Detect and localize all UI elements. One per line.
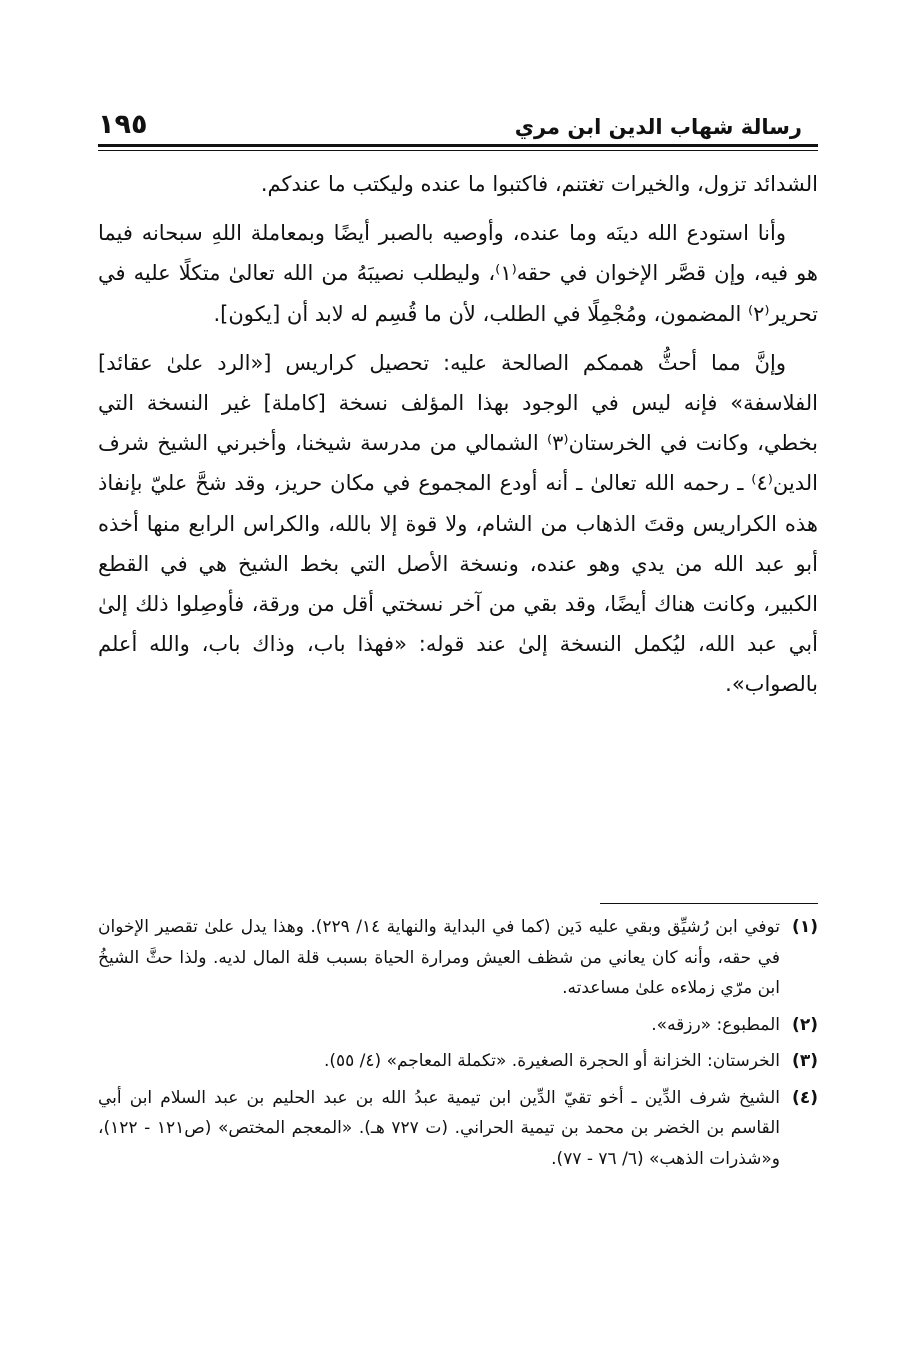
page-number: ١٩٥ [98, 109, 148, 140]
footnote [98, 1046, 818, 1077]
main-text [98, 164, 818, 705]
footnotes [98, 912, 818, 1180]
footnote-number: (٣) [792, 1051, 818, 1071]
footnote-number: (٤) [792, 1087, 818, 1108]
body-paragraph: الشدائد تزول، والخيرات تغتنم، فاكتبوا ما عنده وليكتب ما عندكم. [260, 172, 818, 196]
body-paragraph: وأنا استودع الله دينَه وما عنده، وأوصيه بالصبر أيضًا وبمعاملة اللهِ سبحانه فيما هو فيه، وإن قصَّر الإخوان في حقه⁽١⁾، وليطلب نصيبَهُ من الله تعالىٰ متكلًا عليه في تحرير⁽٢⁾ المضمون، ومُجْمِلًا في الطلب، لأن ما قُسِم له لابد أن [يكون]. [98, 221, 818, 326]
footnote-text: المطبوع: «رزقه». [651, 1014, 780, 1035]
body-paragraph: وإنَّ مما أحثُّ هممكم الصالحة عليه: تحصيل كراريس [«الرد علىٰ عقائد] الفلاسفة» فإنه ليس في الوجود بهذا المؤلف نسخة [كاملة] غير النسخة التي بخطي، وكانت في الخرستان⁽٣⁾ الشمالي من مدرسة شيخنا، وأخبرني الشيخ شرف الدين⁽٤⁾ ـ رحمه الله تعالىٰ ـ أنه أودع المجموع في مكان حريز، وقد شحَّ عليّ بإنفاذ هذه الكراريس وقتَ الذهاب من الشام، ولا قوة إلا بالله، والكراس الرابع منها أخذه أبو عبد الله من يدي وهو عنده، ونسخة الأصل التي بخط الشيخ هي في القطع الكبير، وكانت هناك أيضًا، وقد بقي من آخر نسختي أقل من ورقة، فأوصِلوا ذلك إلىٰ أبي عبد الله، ليُكمل النسخة إلىٰ عند قوله: «فهذا باب، وذاك باب، والله أعلم بالصواب». [98, 350, 819, 697]
footnote [98, 1083, 818, 1175]
footnote-number: (١) [792, 917, 818, 937]
header-rule-thick [98, 144, 818, 147]
footnote [98, 1010, 818, 1041]
header-rule-thin [98, 150, 818, 151]
footnote-text: الشيخ شرف الدِّين ـ أخو تقيّ الدِّين ابن تيمية عبدُ الله بن عبد الحليم بن عبد السلام ابن أبي القاسم بن الخضر بن محمد بن تيمية الحراني. (ت ٧٢٧ هـ). «المعجم المختص» (ص١٢١ - ١٢٢)، و«شذرات الذهب» (٦/ ٧٦ - ٧٧). [98, 1087, 780, 1169]
footnote-text: الخرستان: الخزانة أو الحجرة الصغيرة. «تكملة المعاجم» (٤/ ٥٥). [323, 1051, 780, 1071]
footnote-number: (٢) [792, 1014, 818, 1035]
footnote-text: توفي ابن رُشيِّق وبقي عليه دَين (كما في البداية والنهاية ١٤/ ٢٢٩). وهذا يدل علىٰ تقصير الإخوان في حقه، وأنه كان يعاني من شظف العيش ومرارة الحياة بسبب قلة المال لديه. ولذا حثَّ الشيخُ ابن مرّي زملاءه علىٰ مساعدته. [98, 917, 781, 998]
footnote-separator [600, 903, 818, 904]
footnote [98, 912, 818, 1004]
running-header-title: رسالة شهاب الدين ابن مري [514, 115, 802, 139]
